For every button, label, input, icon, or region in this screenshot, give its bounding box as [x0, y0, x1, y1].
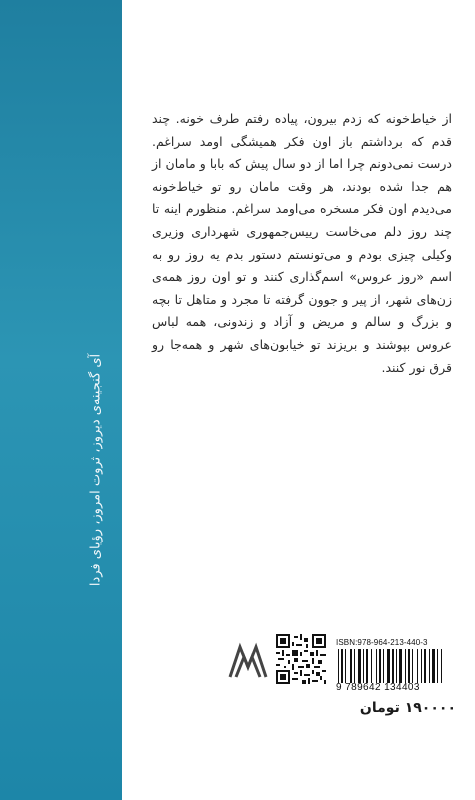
cover-side-band	[0, 0, 122, 800]
barcode-bars-icon	[338, 649, 454, 683]
barcode-bar	[392, 649, 394, 683]
barcode-bar	[399, 649, 402, 683]
isbn-barcode	[336, 638, 456, 694]
barcode-bar	[387, 649, 390, 683]
barcode-bar	[350, 649, 352, 683]
qr-code-icon	[276, 634, 326, 684]
barcode-number: 9 789642 134403	[336, 682, 420, 693]
isbn-label: ISBN:978-964-213-440-3	[336, 638, 428, 647]
barcode-bar	[408, 649, 410, 683]
back-cover-blurb	[152, 108, 452, 379]
barcode-bar	[383, 649, 384, 683]
barcode-bar	[338, 649, 339, 683]
barcode-bar	[379, 649, 381, 683]
barcode-bar	[417, 649, 418, 683]
barcode-bar	[363, 649, 364, 683]
barcode-bar	[429, 649, 430, 683]
barcode-bar	[424, 649, 426, 683]
barcode-bar	[376, 649, 377, 683]
blurb-paragraph: از خیاط‌خونه که زدم بیرون، پیاده رفتم طرف خونه. چند قدم که برداشتم باز اون فکر همیشگی اومد سراغم. درست نمی‌دونم چرا اما از دو سال پیش که بابا و مامان از هم جدا شده بودند، هر وقت مامان رو تو خیاط‌خونه می‌دیدم اون فکر مسخره می‌اومد سراغم. منظورم اینه تا چند روز دلم می‌خاست رییس‌جمهوری شهرداری وزیری وکیلی چیزی بودم و می‌تونستم دستور بدم یه روز رو به اسم «روز عروس» اسم‌گذاری کنند و تو اون روز همه‌ی زن‌های شهر، از پیر و جوون گرفته تا مجرد و متاهل تا بچه و بزرگ و سالم و مریض و آزاد و زندونی، همه لباس عروس بپوشند و بریزند تو خیابون‌های شهر و همه‌جا رو قرق نور کنند.	[152, 111, 452, 375]
barcode-bar	[354, 649, 355, 683]
barcode-bar	[421, 649, 422, 683]
barcode-bar	[405, 649, 406, 683]
barcode-bar	[412, 649, 413, 683]
barcode-bar	[437, 649, 438, 683]
barcode-bar	[396, 649, 397, 683]
barcode-bar	[358, 649, 361, 683]
price-label: ۱۹۰۰۰۰ تومان	[359, 700, 456, 716]
barcode-bar	[366, 649, 368, 683]
spine-tagline: آی گنجینه‌ی دیروز، ثروت امروز، رؤیای فردا	[88, 353, 104, 587]
barcode-bar	[432, 649, 435, 683]
barcode-bar	[345, 649, 346, 683]
barcode-bar	[371, 649, 372, 683]
publisher-logo-icon	[226, 637, 270, 681]
barcode-bar	[441, 649, 442, 683]
barcode-bar	[341, 649, 343, 683]
